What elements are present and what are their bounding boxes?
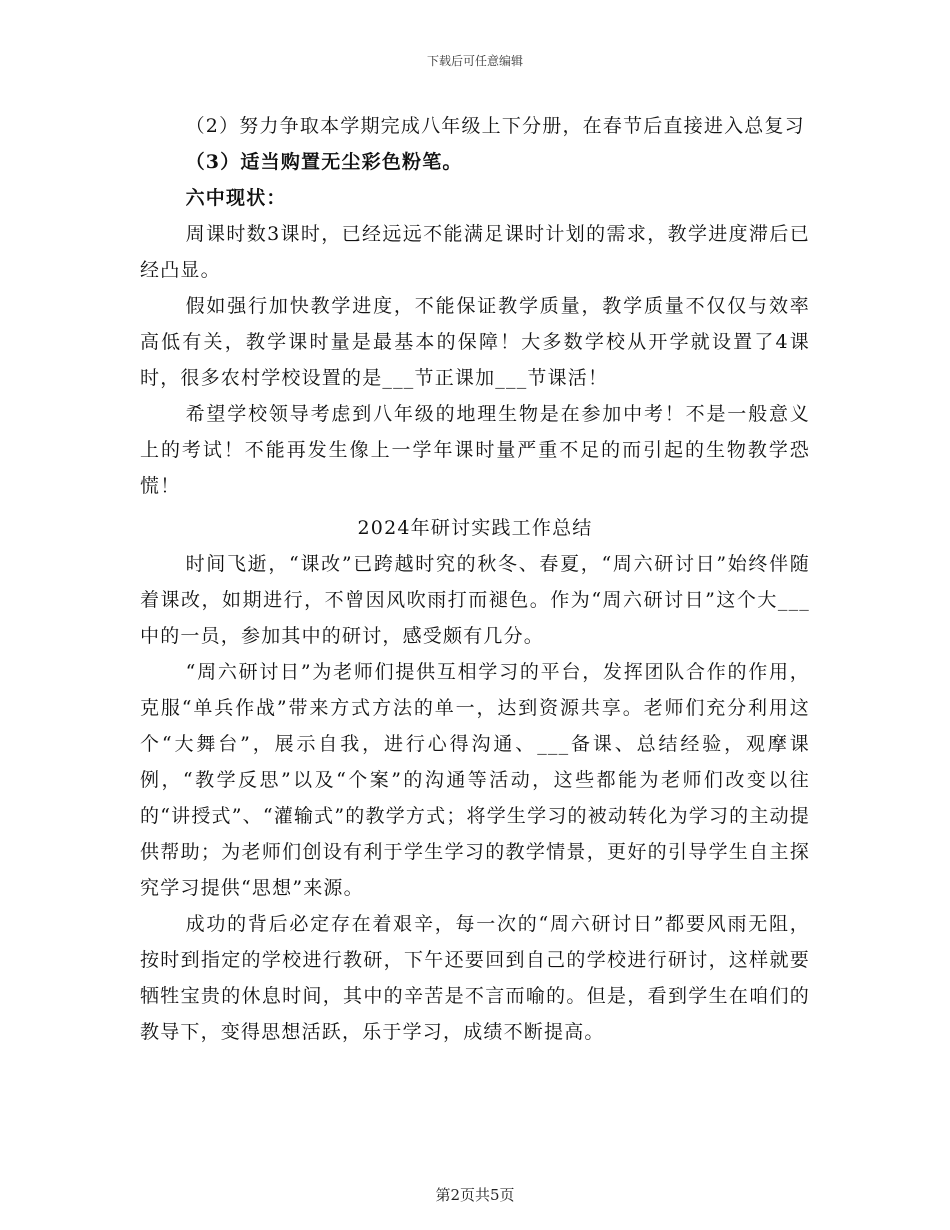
page-header: 下载后可任意编辑 — [426, 54, 523, 68]
section-heading-status: 六中现状： — [185, 187, 287, 209]
document-title: 2024年研讨实践工作总结 — [357, 517, 593, 539]
page-footer: 第2页共5页 — [435, 1186, 515, 1204]
paragraph-plan-3: （3）适当购置无尘彩色粉笔。 — [185, 151, 463, 173]
paragraph-hardship: 成功的背后必定存在着艰辛，每一次的“周六研讨日”都要风雨无阻，按时到指定的学校进行教研，下午还要回到自己的学校进行研讨，这样就要牺牲宝贵的休息时间，其中的辛苦是不言而喻的。但是，看到学生在咱们的教导下，变得思想活跃，乐于学习，成绩不断提高。 — [140, 913, 810, 1043]
paragraph-intro: 时间飞逝，“课改”已跨越时究的秋冬、春夏，“周六研讨日”始终伴随着课改，如期进行，不曾因风吹雨打而褪色。作为“周六研讨日”这个大___中的一员，参加其中的研讨，感受颇有几分。 — [140, 553, 810, 647]
document-body — [140, 108, 810, 1050]
paragraph-plan-2: （2）努力争取本学期完成八年级上下分册，在春节后直接进入总复习 — [185, 115, 805, 137]
paragraph-quality: 假如强行加快教学进度，不能保证教学质量，教学质量不仅仅与效率高低有关，教学课时量是最基本的保障！大多数学校从开学就设置了4课时，很多农村学校设置的是___节正课加___节课活！ — [140, 295, 810, 389]
paragraph-hope: 希望学校领导考虑到八年级的地理生物是在参加中考！不是一般意义上的考试！不能再发生像上一学年课时量严重不足的而引起的生物教学恐慌！ — [140, 403, 810, 497]
paragraph-platform: “周六研讨日”为老师们提供互相学习的平台，发挥团队合作的作用，克服“单兵作战”带来方式方法的单一，达到资源共享。老师们充分利用这个“大舞台”，展示自我，进行心得沟通、___备课、总结经验，观摩课例，“教学反思”以及“个案”的沟通等活动，这些都能为老师们改变以往的“讲授式”、“灌输式”的教学方式；将学生学习的被动转化为学习的主动提供帮助；为老师们创设有利于学生学习的教学情景，更好的引导学生自主探究学习提供“思想”来源。 — [140, 661, 810, 899]
paragraph-status: 周课时数3课时，已经远远不能满足课时计划的需求，教学进度滞后已经凸显。 — [140, 223, 810, 281]
